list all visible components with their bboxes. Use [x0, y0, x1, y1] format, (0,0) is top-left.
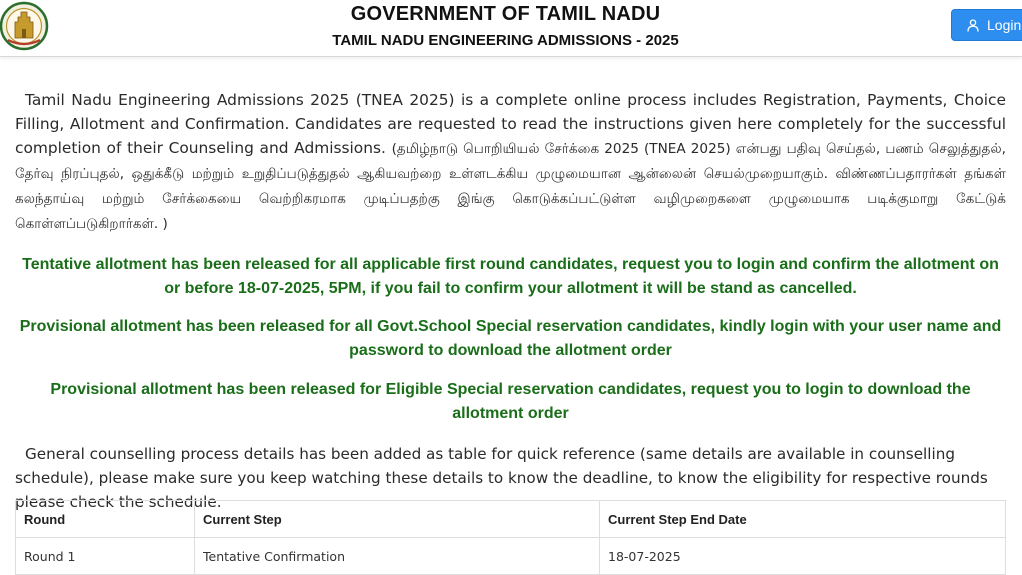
- intro-english: Tamil Nadu Engineering Admissions 2025 (TNEA 2025) is a complete online process includes Registration, Payments, Choice Filling, Allotment and Confirmation. Candidates are requested to read the instructions given here completely for the successful completion of their Counseling and Admissions.: [15, 91, 1006, 157]
- page-title: GOVERNMENT OF TAMIL NADU: [350, 3, 661, 25]
- intro-paragraph: [15, 88, 1006, 236]
- login-button[interactable]: [951, 9, 1022, 41]
- cell-current-step: Tentative Confirmation: [195, 538, 600, 575]
- general-counselling-info: General counselling process details has been added as table for quick reference (same details are available in counselling schedule), please make sure you keep watching these details to know the deadline, to know the eligibility for respective rounds please check the schedule.: [15, 445, 988, 511]
- page-header: [0, 0, 1022, 57]
- counselling-schedule-table: [15, 500, 1006, 575]
- page-subtitle: TAMIL NADU ENGINEERING ADMISSIONS - 2025: [332, 32, 679, 49]
- user-icon: [967, 19, 979, 32]
- column-header-round: Round: [16, 501, 195, 538]
- intro-tamil: (தமிழ்நாடு பொறியியல் சேர்க்கை 2025 (TNEA 2025) என்பது பதிவு செய்தல், பணம் செலுத்துதல், தேர்வு நிரப்புதல், ஒதுக்கீடு மற்றும் உறுதிப்படுத்துதல் ஆகியவற்றை உள்ளடக்கிய முழுமையான ஆன்லைன் செயல்முறையாகும். விண்ணப்பதாரர்கள் தங்கள் கலந்தாய்வு மற்றும் சேர்க்கையை வெற்றிகரமாக முடிப்பதற்கு இங்கு கொடுக்கப்பட்டுள்ள வழிமுறைகளை முழுமையாக படிக்குமாறு கேட்டுக் கொள்ளப்படுகிறார்கள். ): [15, 141, 1006, 232]
- cell-end-date: 18-07-2025: [600, 538, 1006, 575]
- notice-tentative-allotment: Tentative allotment has been released for all applicable first round candidates, request you to login and confirm the allotment on or before 18-07-2025, 5PM, if you fail to confirm your allotment it will be stand as cancelled.: [22, 256, 999, 297]
- cell-round: Round 1: [16, 538, 195, 575]
- column-header-current-step: Current Step: [195, 501, 600, 538]
- notice-govt-school-allotment: Provisional allotment has been released for all Govt.School Special reservation candidates, kindly login with your user name and password to download the allotment order: [19, 318, 1002, 359]
- column-header-end-date: Current Step End Date: [600, 501, 1006, 538]
- login-button-label: Login: [987, 17, 1022, 33]
- table-header-row: [16, 501, 1006, 538]
- notice-special-reservation-allotment: Provisional allotment has been released for Eligible Special reservation candidates, request you to login to download the allotment order: [50, 381, 971, 422]
- table-row: [16, 538, 1006, 575]
- main-content: [0, 70, 1022, 575]
